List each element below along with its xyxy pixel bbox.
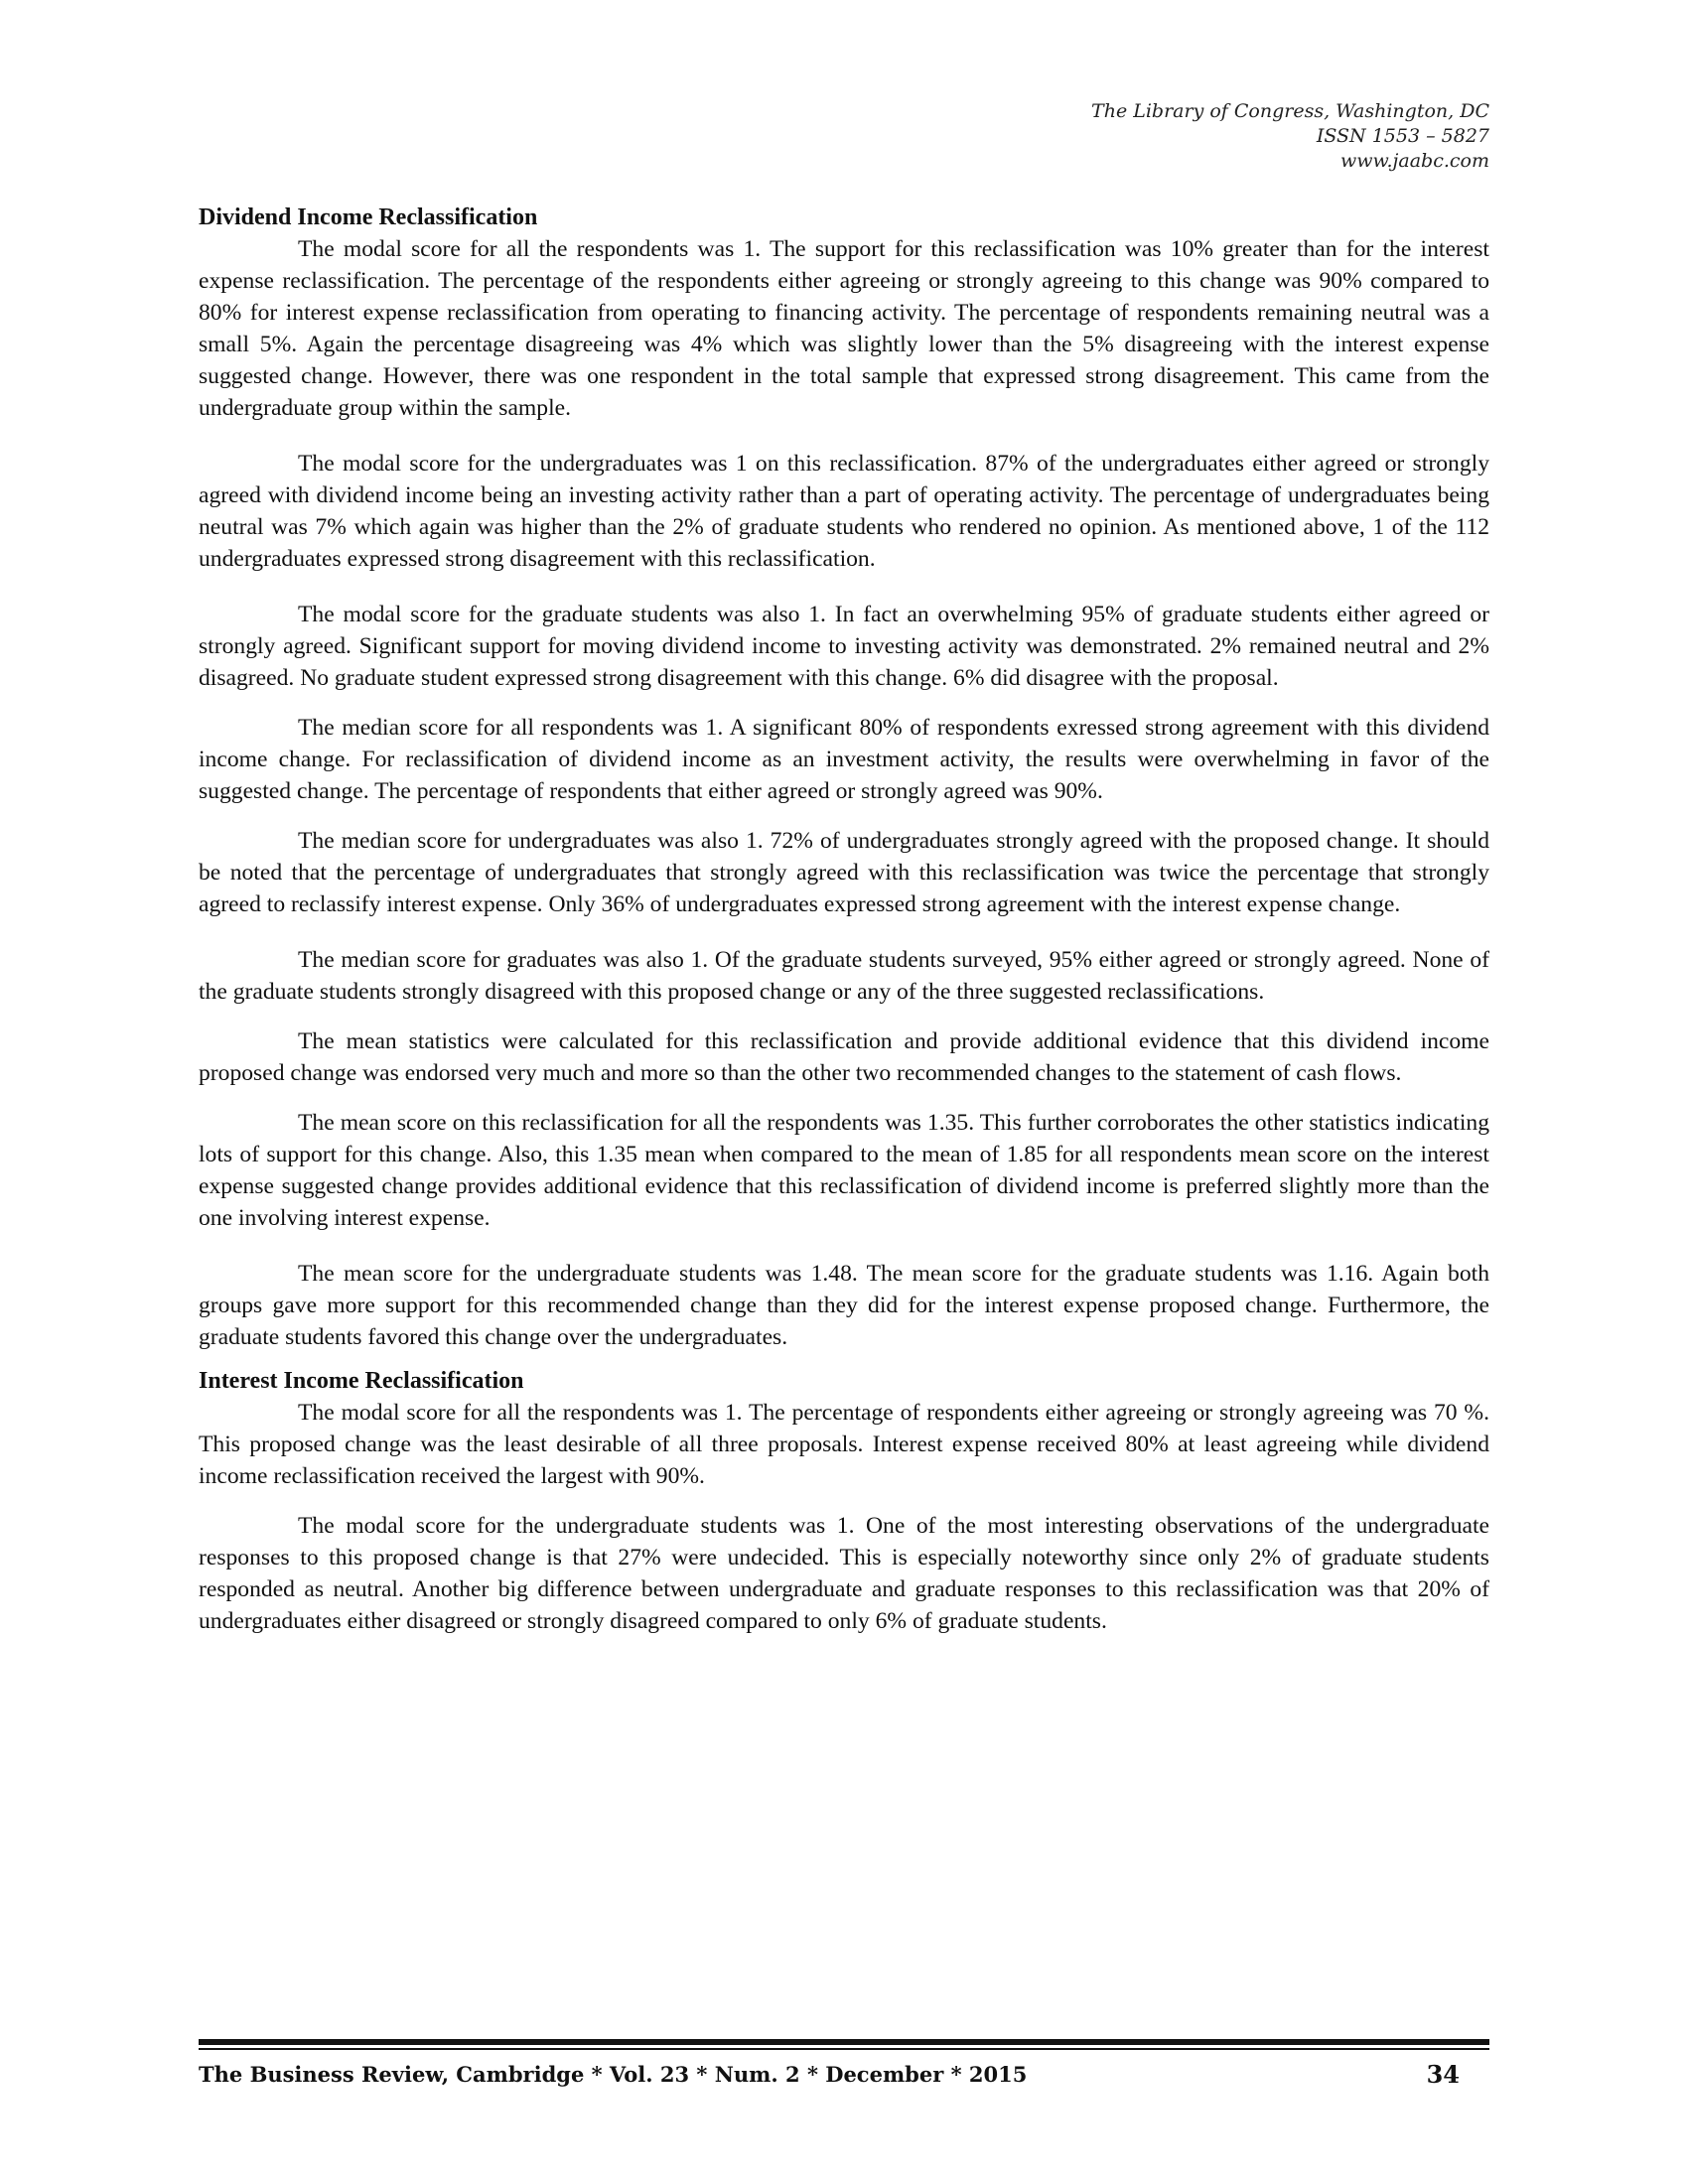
paragraph: The modal score for all the respondents was 1. The percentage of respondents either agreeing or strongly agreeing was 70 %. This proposed change was the least desirable of all three proposals. Interest expense received 80% at least agreeing while dividend income reclassification received the largest with 90%.	[199, 1400, 1489, 1489]
page-header	[894, 99, 1489, 174]
page-number: 34	[1426, 2060, 1460, 2089]
paragraph: The median score for all respondents was 1. A significant 80% of respondents exressed strong agreement with this dividend income change. For reclassification of dividend income as an investment activity, the results were overwhelming in favor of the suggested change. The percentage of respondents that either agreed or strongly agreed was 90%.	[199, 715, 1489, 804]
paragraph: The median score for undergraduates was also 1. 72% of undergraduates strongly agreed with the proposed change. It should be noted that the percentage of undergraduates that strongly agreed with this reclassification was twice the percentage that strongly agreed to reclassify interest expense. Only 36% of undergraduates expressed strong agreement with the interest expense change.	[199, 828, 1489, 917]
paragraph: The modal score for all the respondents was 1. The support for this reclassification was 10% greater than for the interest expense reclassification. The percentage of the respondents either agreeing or strongly agreeing to this change was 90% compared to 80% for interest expense reclassification from operating to financing activity. The percentage of respondents remaining neutral was a small 5%. Again the percentage disagreeing was 4% which was slightly lower than the 5% disagreeing with the interest expense suggested change. However, there was one respondent in the total sample that expressed strong disagreement. This came from the undergraduate group within the sample.	[199, 236, 1489, 421]
paragraph: The mean score for the undergraduate students was 1.48. The mean score for the graduate students was 1.16. Again both groups gave more support for this recommended change than they did for the interest expense proposed change. Furthermore, the graduate students favored this change over the undergraduates.	[199, 1261, 1489, 1350]
paragraph: The modal score for the undergraduates was 1 on this reclassification. 87% of the undergraduates either agreed or strongly agreed with dividend income being an investing activity rather than a part of operating activity. The percentage of undergraduates being neutral was 7% which again was higher than the 2% of graduate students who rendered no opinion. As mentioned above, 1 of the 112 undergraduates expressed strong disagreement with this reclassification.	[199, 451, 1489, 572]
section-heading-interest: Interest Income Reclassification	[199, 1368, 524, 1394]
paragraph: The modal score for the undergraduate students was 1. One of the most interesting observations of the undergraduate responses to this proposed change is that 27% were undecided. This is especially noteworthy since only 2% of graduate students responded as neutral. Another big difference between undergraduate and graduate responses to this reclassification was that 20% of undergraduates either disagreed or strongly disagreed compared to only 6% of graduate students.	[199, 1513, 1489, 1634]
header-library-line: The Library of Congress, Washington, DC	[1091, 100, 1489, 122]
footer-rule-thin	[199, 2048, 1489, 2050]
paragraph: The median score for graduates was also 1. Of the graduate students surveyed, 95% either agreed or strongly agreed. None of the graduate students strongly disagreed with this proposed change or any of the three suggested reclassifications.	[199, 947, 1489, 1005]
paragraph: The mean score on this reclassification for all the respondents was 1.35. This further corroborates the other statistics indicating lots of support for this change. Also, this 1.35 mean when compared to the mean of 1.85 for all respondents mean score on the interest expense suggested change provides additional evidence that this reclassification of dividend income is preferred slightly more than the one involving interest expense.	[199, 1110, 1489, 1231]
paragraph: The mean statistics were calculated for this reclassification and provide additional evidence that this dividend income proposed change was endorsed very much and more so than the other two recommended changes to the statement of cash flows.	[199, 1028, 1489, 1086]
footer-divider	[199, 2039, 1489, 2050]
article-body	[199, 202, 1489, 1637]
section-heading-dividend: Dividend Income Reclassification	[199, 205, 538, 230]
header-website-line: www.jaabc.com	[1339, 150, 1489, 172]
paragraph: The modal score for the graduate students was also 1. In fact an overwhelming 95% of graduate students either agreed or strongly agreed. Significant support for moving dividend income to investing activity was demonstrated. 2% remained neutral and 2% disagreed. No graduate student expressed strong disagreement with this change. 6% did disagree with the proposal.	[199, 602, 1489, 691]
footer-journal-citation: The Business Review, Cambridge * Vol. 23 * Num. 2 * December * 2015	[199, 2062, 1028, 2087]
page-footer	[199, 2060, 1489, 2094]
footer-rule-thick	[199, 2039, 1489, 2045]
header-issn-line: ISSN 1553 – 5827	[1316, 125, 1489, 147]
